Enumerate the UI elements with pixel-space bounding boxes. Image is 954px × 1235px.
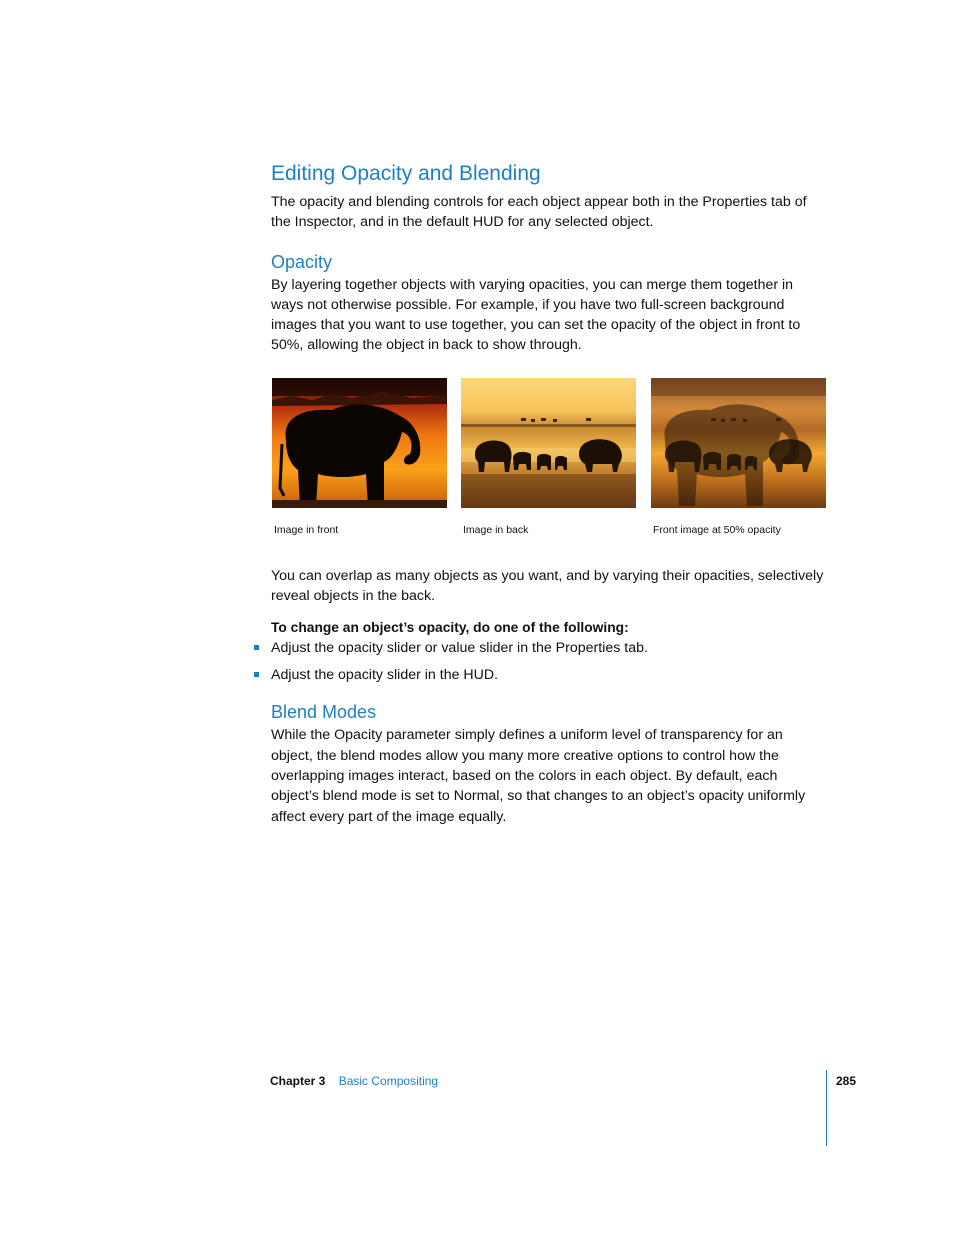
caption-front: Image in front bbox=[274, 523, 339, 536]
front-image bbox=[272, 378, 447, 508]
footer-chapter-title[interactable]: Basic Compositing bbox=[338, 1074, 439, 1088]
page-title: Editing Opacity and Blending bbox=[271, 162, 541, 185]
page-footer bbox=[270, 1072, 438, 1090]
bullet-icon bbox=[254, 645, 259, 650]
bullet-icon bbox=[254, 672, 259, 677]
list-item-text: Adjust the opacity slider in the HUD. bbox=[271, 667, 499, 684]
intro-paragraph: The opacity and blending controls for each object appear both in the Properties tab of the Inspector, and in the default HUD for any selected object. bbox=[271, 194, 807, 231]
figure-back bbox=[461, 378, 636, 536]
figure-row bbox=[272, 378, 828, 544]
blend-modes-heading: Blend Modes bbox=[271, 702, 377, 723]
steps-list bbox=[271, 638, 827, 685]
figure-front bbox=[272, 378, 447, 536]
steps-heading: To change an object’s opacity, do one of the following: bbox=[271, 620, 629, 636]
opacity-heading: Opacity bbox=[271, 251, 333, 272]
figure-composite bbox=[651, 378, 826, 536]
back-image bbox=[461, 378, 636, 508]
list-item-text: Adjust the opacity slider or value slider in the Properties tab. bbox=[271, 640, 648, 657]
caption-back: Image in back bbox=[463, 523, 529, 536]
footer-chapter: Chapter 3 bbox=[270, 1074, 326, 1088]
page-number: 285 bbox=[836, 1074, 857, 1088]
list-item bbox=[271, 638, 827, 658]
composite-image bbox=[651, 378, 826, 508]
overlap-paragraph: You can overlap as many objects as you want, and by varying their opacities, selectively reveal objects in the back. bbox=[271, 567, 824, 605]
list-item bbox=[271, 665, 827, 685]
caption-composite: Front image at 50% opacity bbox=[653, 523, 781, 536]
opacity-paragraph: By layering together objects with varying opacities, you can merge them together in ways not otherwise possible. For example, if you have two full-screen background images that you want to use together, you can set the opacity of the object in front to 50%, allowing the object in back to show through. bbox=[271, 276, 801, 354]
footer-divider bbox=[826, 1070, 827, 1146]
blend-modes-paragraph: While the Opacity parameter simply defines a uniform level of transparency for an object, the blend modes allow you many more creative options to control how the overlapping images interact, based on the colors in each object. By default, each object’s blend mode is set to Normal, so that changes to an object’s opacity uniformly affect every part of the image equally. bbox=[271, 727, 806, 825]
page-content bbox=[271, 160, 827, 827]
